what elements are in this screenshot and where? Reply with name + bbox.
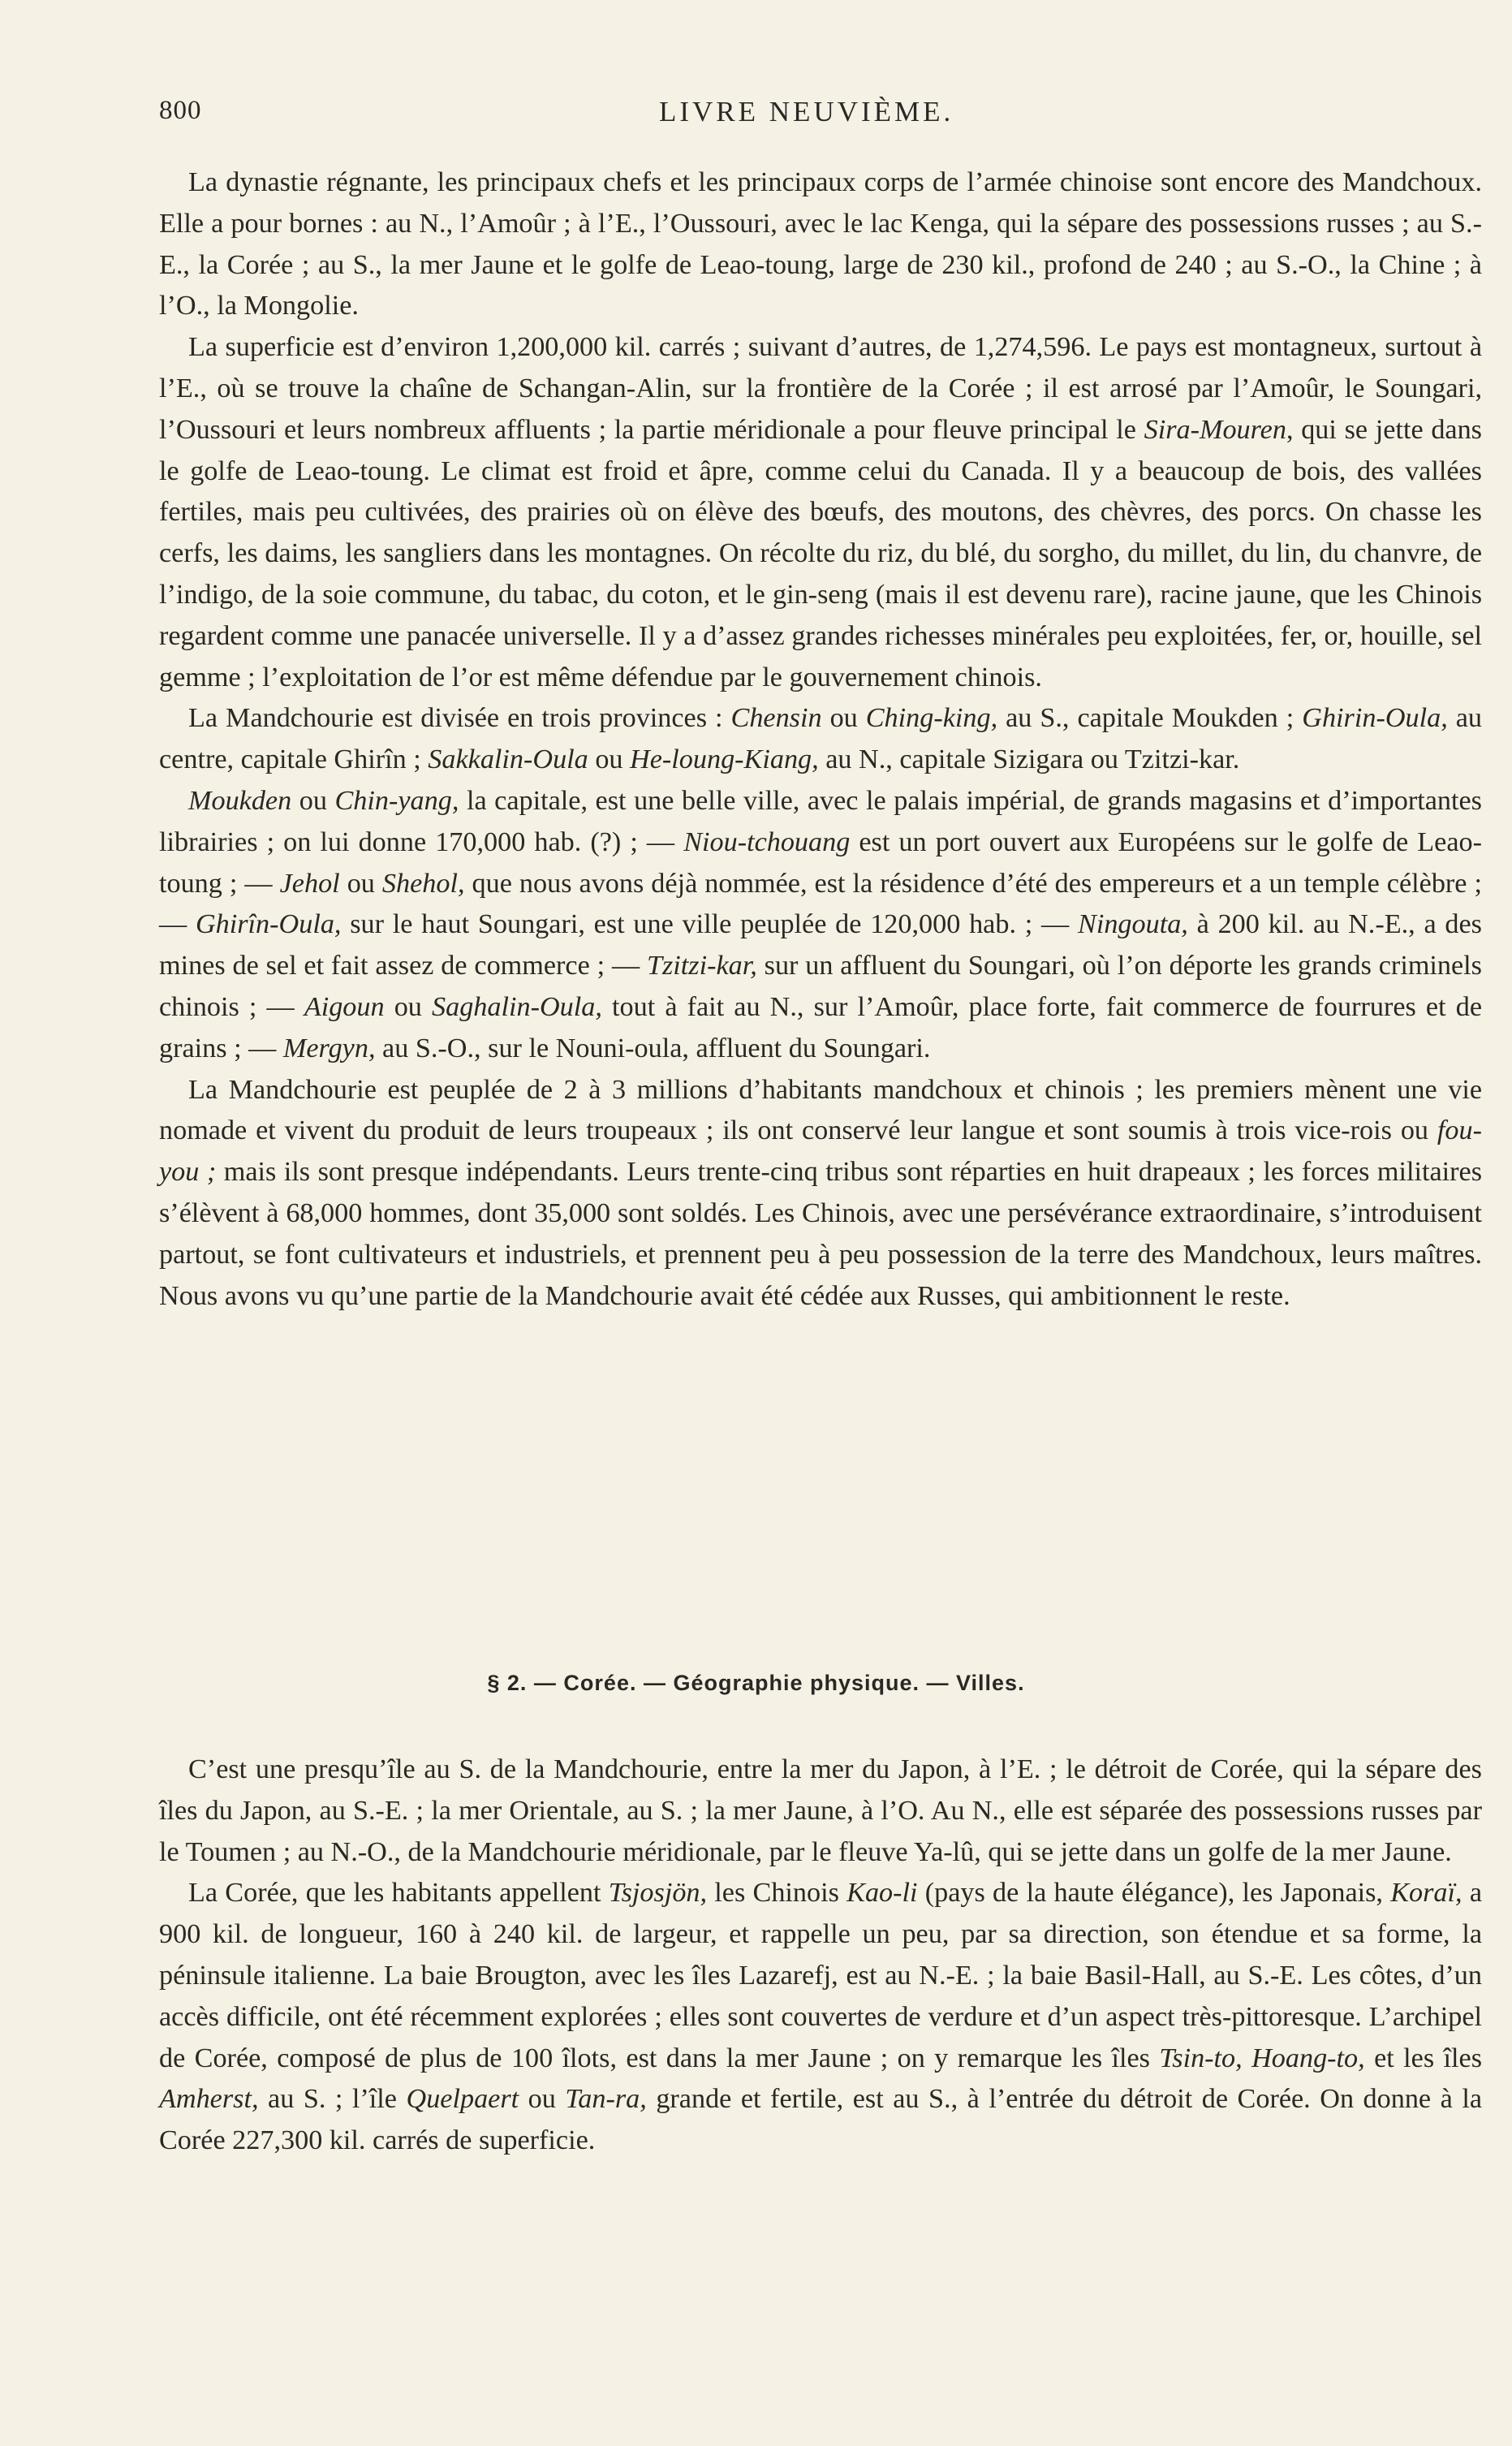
- text-run: ou: [384, 991, 433, 1022]
- italic-run: Sakkalin-Oula: [428, 744, 588, 775]
- text-run: mais ils sont presque indépendants. Leurs trente-cinq tribus sont réparties en huit drapeaux ; les forces militaires s’élèvent à 68,000 hommes, dont 35,000 sont soldés. Les Chinois, avec une persévérance extraordinaire, s’introduisent partout, se font cultivateurs et industriels, et prennent peu à peu possession de la terre des Mandchoux, leurs maîtres. Nous avons vu qu’une partie de la Mandchourie avait été cédée aux Russes, qui ambitionnent le reste.: [159, 1157, 1483, 1311]
- text-run: La superficie est d’environ 1,200,000 kil. carrés ; suivant d’autres, de 1,274,596. Le pays est montagneux, surtout à l’E., où se trouve la chaîne de Schangan-Alin, sur la frontière de la Corée ; il est arrosé par l’Amoûr, le Soungari, l’Oussouri et leurs nombreux affluents ; la partie méridionale a pour fleuve principal le: [159, 332, 1482, 445]
- text-run: ou: [519, 2084, 566, 2115]
- text-run: La dynastie régnante, les principaux chefs et les principaux corps de l’armée chinoise sont encore des Mandchoux. Elle a pour bornes : au N., l’Amoûr ; à l’E., l’Oussouri, avec le lac Kenga, qui la sépare des possessions russes ; au S.-E., la Corée ; au S., la mer Jaune et le golfe de Leao-toung, large de 230 kil., profond de 240 ; au S.-O., la Chine ; à l’O., la Mongolie.: [159, 167, 1482, 321]
- text-run: au S. ; l’île: [258, 2084, 407, 2115]
- paragraph: [159, 781, 1482, 1070]
- text-run: La Corée, que les habitants appellent: [188, 1878, 609, 1909]
- italic-run: Ching-king,: [865, 703, 998, 734]
- text-run: ou: [821, 703, 866, 734]
- text-run: (pays de la haute élégance), les Japonais,: [917, 1878, 1391, 1909]
- italic-run: Tzitzi-kar,: [646, 951, 757, 981]
- text-run: La Mandchourie est peuplée de 2 à 3 millions d’habitants mandchoux et chinois ; les premiers mènent une vie nomade et vivent du produit de leurs troupeaux ; ils ont conservé leur langue et sont soumis à trois vice-rois ou: [159, 1074, 1482, 1146]
- italic-run: Ningouta,: [1078, 909, 1188, 940]
- paragraph: [159, 1070, 1482, 1318]
- text-run: et les îles: [1364, 2043, 1483, 2073]
- italic-run: Mergyn,: [282, 1033, 376, 1063]
- running-title: LIVRE NEUVIÈME.: [659, 96, 954, 127]
- italic-run: Moukden: [188, 785, 292, 816]
- page-header: [159, 96, 1480, 136]
- text-run: , qui se jette dans le golfe de Leao-toung. Le climat est froid et âpre, comme celui du Canada. Il y a beaucoup de bois, des vallées fertiles, mais peu cultivées, des prairies où on élève des bœufs, des moutons, des chèvres, des porcs. On chasse les cerfs, les daims, les sangliers dans les montagnes. On récolte du riz, du blé, du sorgho, du millet, du lin, du chanvre, de l’indigo, de la soie commune, du tabac, du coton, et le gin-seng (mais il est devenu rare), racine jaune, que les Chinois regardent comme une panacée universelle. Il y a d’assez grandes richesses minérales peu exploitées, fer, or, houille, sel gemme ; l’exploitation de l’or est même défendue par le gouvernement chinois.: [159, 414, 1482, 692]
- page-number: 800: [159, 96, 202, 125]
- italic-run: Jehol: [279, 868, 340, 899]
- italic-run: Tsjosjön,: [608, 1878, 708, 1909]
- text-run: ou: [339, 868, 382, 899]
- text-run: au S., capitale Moukden ;: [997, 703, 1303, 734]
- text-run: a 900 kil. de longueur, 160 à 240 kil. de largeur, et rappelle un peu, par sa direction, son étendue et sa forme, la péninsule italienne. La baie Brougton, avec les îles Lazarefj, est au N.-E. ; la baie Basil-Hall, au S.-E. Les côtes, d’un accès difficile, ont été récemment explorées ; elles sont couvertes de verdure et d’un aspect très-pittoresque. L’archipel de Corée, composé de plus de 100 îlots, est dans la mer Jaune ; on y remarque les îles: [159, 1878, 1482, 2073]
- italic-run: Ghirîn-Oula,: [195, 909, 342, 940]
- italic-run: Chin-yang,: [334, 785, 459, 816]
- paragraph: [159, 698, 1482, 781]
- italic-run: Sira-Mouren: [1144, 414, 1286, 445]
- text-run: tout à fait au N., sur l’Amoûr, place forte, fait commerce de fourrures et de grains ; —: [159, 991, 1482, 1063]
- section-heading-text: § 2. — Corée. — Géographie physique. — Villes.: [487, 1671, 1025, 1695]
- italic-run: Kao-li: [846, 1878, 918, 1909]
- italic-run: Ghirin-Oula,: [1302, 703, 1448, 734]
- text-run: La Mandchourie est divisée en trois provinces :: [188, 703, 731, 734]
- italic-run: Amherst,: [159, 2084, 259, 2115]
- italic-run: Koraï,: [1390, 1878, 1462, 1909]
- italic-run: Tan-ra,: [565, 2084, 647, 2115]
- text-run: sur le haut Soungari, est une ville peuplée de 120,000 hab. ; —: [341, 909, 1079, 940]
- text-run: est un port ouvert aux Européens sur le golfe de Leao-toung ; —: [159, 826, 1482, 899]
- text-run: que nous avons déjà nommée, est la résidence d’été des empereurs et a un temple célèbre ; —: [159, 868, 1482, 940]
- text-run: à 200 kil. au N.-E., a des mines de sel et fait assez de commerce ; —: [159, 909, 1482, 981]
- text-run: [1243, 2043, 1251, 2073]
- italic-run: Quelpaert: [406, 2084, 519, 2115]
- text-run: sur un affluent du Soungari, où l’on déporte les grands criminels chinois ; —: [159, 951, 1482, 1022]
- text-run: ou: [588, 744, 631, 775]
- paragraph: [159, 327, 1482, 698]
- paragraph: [159, 162, 1482, 327]
- text-run: grande et fertile, est au S., à l’entrée du détroit de Corée. On donne à la Corée 227,300 kil. carrés de superficie.: [159, 2084, 1483, 2156]
- italic-run: Chensin: [730, 703, 822, 734]
- section-korea-body: [159, 1749, 1482, 2162]
- section-heading-korea: [0, 1671, 1512, 1696]
- text-run: les Chinois: [707, 1878, 847, 1909]
- text-run: C’est une presqu’île au S. de la Mandchourie, entre la mer du Japon, à l’E. ; le détroit de Corée, qui la sépare des îles du Japon, au S.-E. ; la mer Orientale, au S. ; la mer Jaune, à l’O. Au N., elle est séparée des possessions russes par le Toumen ; au N.-O., de la Mandchourie méridionale, par le fleuve Ya-lû, qui se jette dans un golfe de la mer Jaune.: [159, 1754, 1482, 1867]
- text-run: au S.-O., sur le Nouni-oula, affluent du Soungari.: [375, 1033, 931, 1063]
- italic-run: Hoang-to,: [1251, 2043, 1365, 2073]
- italic-run: Aigoun: [304, 991, 385, 1022]
- italic-run: fou-you ;: [159, 1115, 1482, 1188]
- text-run: la capitale, est une belle ville, avec le palais impérial, de grands magasins et d’importantes librairies ; on lui donne 170,000 hab. (?) ; —: [159, 785, 1482, 857]
- italic-run: Shehol,: [381, 868, 465, 899]
- text-run: ou: [291, 785, 335, 816]
- italic-run: Saghalin-Oula,: [432, 991, 602, 1022]
- paragraph: [159, 1873, 1482, 2162]
- paragraph: [159, 1749, 1482, 1873]
- text-run: au N., capitale Sizigara ou Tzitzi-kar.: [818, 744, 1240, 775]
- italic-run: Niou-tchouang: [683, 826, 851, 857]
- italic-run: He-loung-Kiang,: [630, 744, 819, 775]
- text-run: au centre, capitale Ghirîn ;: [159, 703, 1483, 775]
- italic-run: Tsin-to,: [1159, 2043, 1243, 2073]
- section-manchuria-body: [159, 162, 1482, 1317]
